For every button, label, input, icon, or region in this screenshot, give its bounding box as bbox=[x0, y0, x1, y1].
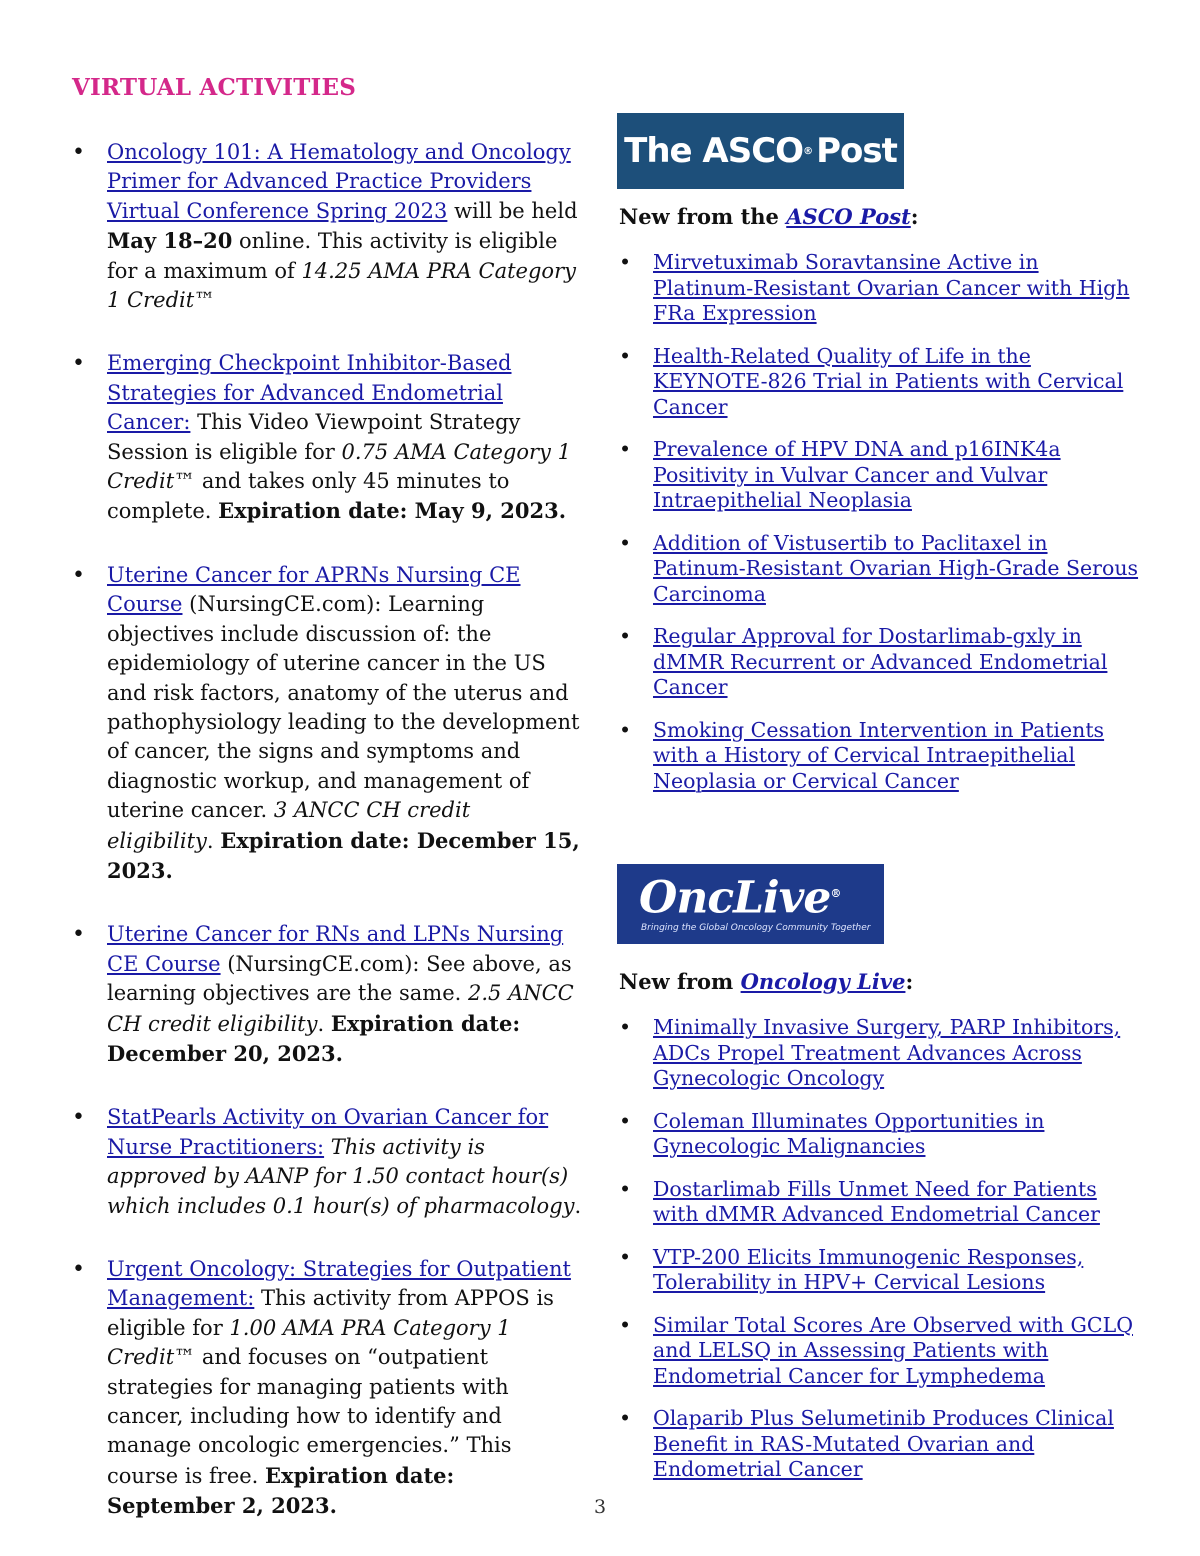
activity-expiration: Expiration date: December 20, 2023. bbox=[107, 1010, 521, 1066]
news-link[interactable]: Olaparib Plus Selumetinib Produces Clinical Benefit in RAS-Mutated Ovarian and Endometrial Cancer bbox=[653, 1406, 1114, 1481]
activity-text: online. This activity is eligible for a maximum of bbox=[107, 229, 558, 283]
news-item bbox=[619, 624, 1139, 701]
activity-credit: 14.25 AMA PRA Category 1 Credit™ bbox=[107, 258, 576, 313]
activity-credit: 1.00 AMA PRA Category 1 Credit™ bbox=[107, 1315, 511, 1370]
activity-text: This activity from APPOS is eligible for bbox=[107, 1286, 554, 1340]
onclive-logo-name bbox=[639, 868, 884, 925]
onclive-news-list bbox=[619, 1015, 1139, 1500]
news-link[interactable]: Minimally Invasive Surgery, PARP Inhibitors, ADCs Propel Treatment Advances Across Gynecologic Oncology bbox=[653, 1015, 1121, 1090]
onclive-heading bbox=[619, 969, 913, 994]
activity-text: will be held bbox=[447, 198, 578, 223]
activity-link[interactable]: Uterine Cancer for APRNs Nursing CE Course bbox=[107, 562, 521, 617]
activity-date: May 18–20 bbox=[107, 228, 233, 254]
page-number: 3 bbox=[593, 1496, 607, 1518]
activity-text: . bbox=[206, 828, 221, 853]
onclive-logo-mark: ® bbox=[830, 887, 841, 900]
news-link[interactable]: Prevalence of HPV DNA and p16INK4a Positivity in Vulvar Cancer and Vulvar Intraepithelial Neoplasia bbox=[653, 437, 1061, 512]
activity-text: . bbox=[317, 1011, 331, 1036]
activity-expiration: Expiration date: December 15, 2023. bbox=[107, 827, 580, 883]
activity-link[interactable]: Urgent Oncology: Strategies for Outpatient Management: bbox=[107, 1257, 571, 1311]
asco-post-logo bbox=[617, 113, 904, 189]
activity-item bbox=[72, 920, 582, 1069]
news-link[interactable]: Similar Total Scores Are Observed with GCLQ and LELSQ in Assessing Patients with Endometrial Cancer for Lymphedema bbox=[653, 1312, 1134, 1388]
asco-post-link[interactable]: ASCO Post bbox=[786, 204, 911, 229]
news-link[interactable]: Regular Approval for Dostarlimab-gxly in dMMR Recurrent or Advanced Endometrial Cancer bbox=[653, 624, 1108, 699]
news-item bbox=[619, 718, 1139, 795]
activity-link[interactable]: Uterine Cancer for RNs and LPNs Nursing CE Course bbox=[107, 922, 564, 976]
section-title: VIRTUAL ACTIVITIES bbox=[72, 74, 357, 101]
activity-text: (NursingCE.com): Learning objectives include discussion of: the epidemiology of uterine cancer in the US and risk factors, anatomy of the uterus and pathophysiology leading to the development of cancer, the signs and symptoms and diagnostic workup, and management of uterine cancer. bbox=[107, 592, 580, 823]
activity-text: This Video Viewpoint Strategy Session is eligible for bbox=[107, 410, 521, 464]
activity-item bbox=[72, 561, 582, 886]
onclive-link[interactable]: Oncology Live bbox=[740, 969, 906, 994]
activity-credit: 2.5 ANCC CH credit eligibility bbox=[107, 981, 574, 1036]
activity-item bbox=[72, 1255, 582, 1522]
news-item bbox=[619, 1245, 1139, 1296]
news-item bbox=[619, 250, 1139, 327]
asco-logo-mark: ® bbox=[803, 145, 813, 157]
activity-credit: This activity is approved by AANP for 1.50 contact hour(s) which includes 0.1 hour(s) of pharmacology bbox=[107, 1134, 575, 1218]
activity-item bbox=[72, 349, 582, 526]
news-link[interactable]: Coleman Illuminates Opportunities in Gynecologic Malignancies bbox=[653, 1108, 1045, 1158]
activity-credit: 3 ANCC CH credit eligibility bbox=[107, 798, 471, 853]
onclive-logo bbox=[617, 864, 884, 944]
activity-expiration: Expiration date: September 2, 2023. bbox=[107, 1462, 455, 1519]
activity-link[interactable]: Oncology 101: A Hematology and Oncology Primer for Advanced Practice Providers Virtual Conference Spring 2023 bbox=[107, 140, 571, 223]
heading-prefix: New from bbox=[619, 969, 741, 994]
heading-suffix: : bbox=[910, 204, 919, 229]
news-item bbox=[619, 1313, 1139, 1390]
activity-text: (NursingCE.com): See above, as learning objectives are the same. bbox=[107, 951, 572, 1006]
asco-news-list bbox=[619, 250, 1139, 811]
activities-list bbox=[72, 138, 582, 1556]
activity-item bbox=[72, 138, 582, 315]
news-link[interactable]: Mirvetuximab Soravtansine Active in Platinum-Resistant Ovarian Cancer with High FRa Expression bbox=[653, 250, 1130, 325]
activity-item bbox=[72, 1103, 582, 1221]
news-link[interactable]: Smoking Cessation Intervention in Patients with a History of Cervical Intraepithelial Neoplasia or Cervical Cancer bbox=[653, 717, 1105, 793]
asco-heading bbox=[619, 204, 919, 229]
news-item bbox=[619, 437, 1139, 514]
news-item bbox=[619, 1177, 1139, 1228]
onclive-tagline: Bringing the Global Oncology Community Together bbox=[641, 922, 871, 933]
onclive-logo-text: OncLive bbox=[639, 872, 831, 924]
news-item bbox=[619, 1015, 1139, 1092]
activity-expiration: Expiration date: May 9, 2023. bbox=[218, 498, 567, 524]
activity-link[interactable]: StatPearls Activity on Ovarian Cancer for Nurse Practitioners: bbox=[107, 1105, 549, 1159]
news-item bbox=[619, 1109, 1139, 1160]
asco-logo-text: Post bbox=[816, 131, 897, 171]
news-link[interactable]: Addition of Vistusertib to Paclitaxel in Patinum-Resistant Ovarian High-Grade Serous Carcinoma bbox=[653, 530, 1139, 606]
news-link[interactable]: VTP-200 Elicits Immunogenic Responses, Tolerability in HPV+ Cervical Lesions bbox=[653, 1244, 1084, 1294]
news-item bbox=[619, 344, 1139, 421]
asco-logo-text: The ASCO bbox=[624, 131, 804, 171]
news-item bbox=[619, 531, 1139, 608]
news-link[interactable]: Health-Related Quality of Life in the KEYNOTE-826 Trial in Patients with Cervical Cancer bbox=[653, 343, 1124, 419]
news-item bbox=[619, 1406, 1139, 1483]
news-link[interactable]: Dostarlimab Fills Unmet Need for Patients with dMMR Advanced Endometrial Cancer bbox=[653, 1176, 1100, 1226]
heading-prefix: New from the bbox=[619, 204, 787, 229]
heading-suffix: : bbox=[905, 969, 914, 994]
activity-text: and focuses on “outpatient strategies for managing patients with cancer, including how to identify and manage oncologic emergencies.” This course is free. bbox=[107, 1345, 512, 1488]
activity-link[interactable]: Emerging Checkpoint Inhibitor-Based Strategies for Advanced Endometrial Cancer: bbox=[107, 351, 512, 435]
activity-text: . bbox=[574, 1193, 582, 1218]
activity-credit: 0.75 AMA Category 1 Credit™ bbox=[107, 439, 571, 494]
activity-text: and takes only 45 minutes to complete. bbox=[107, 469, 510, 524]
